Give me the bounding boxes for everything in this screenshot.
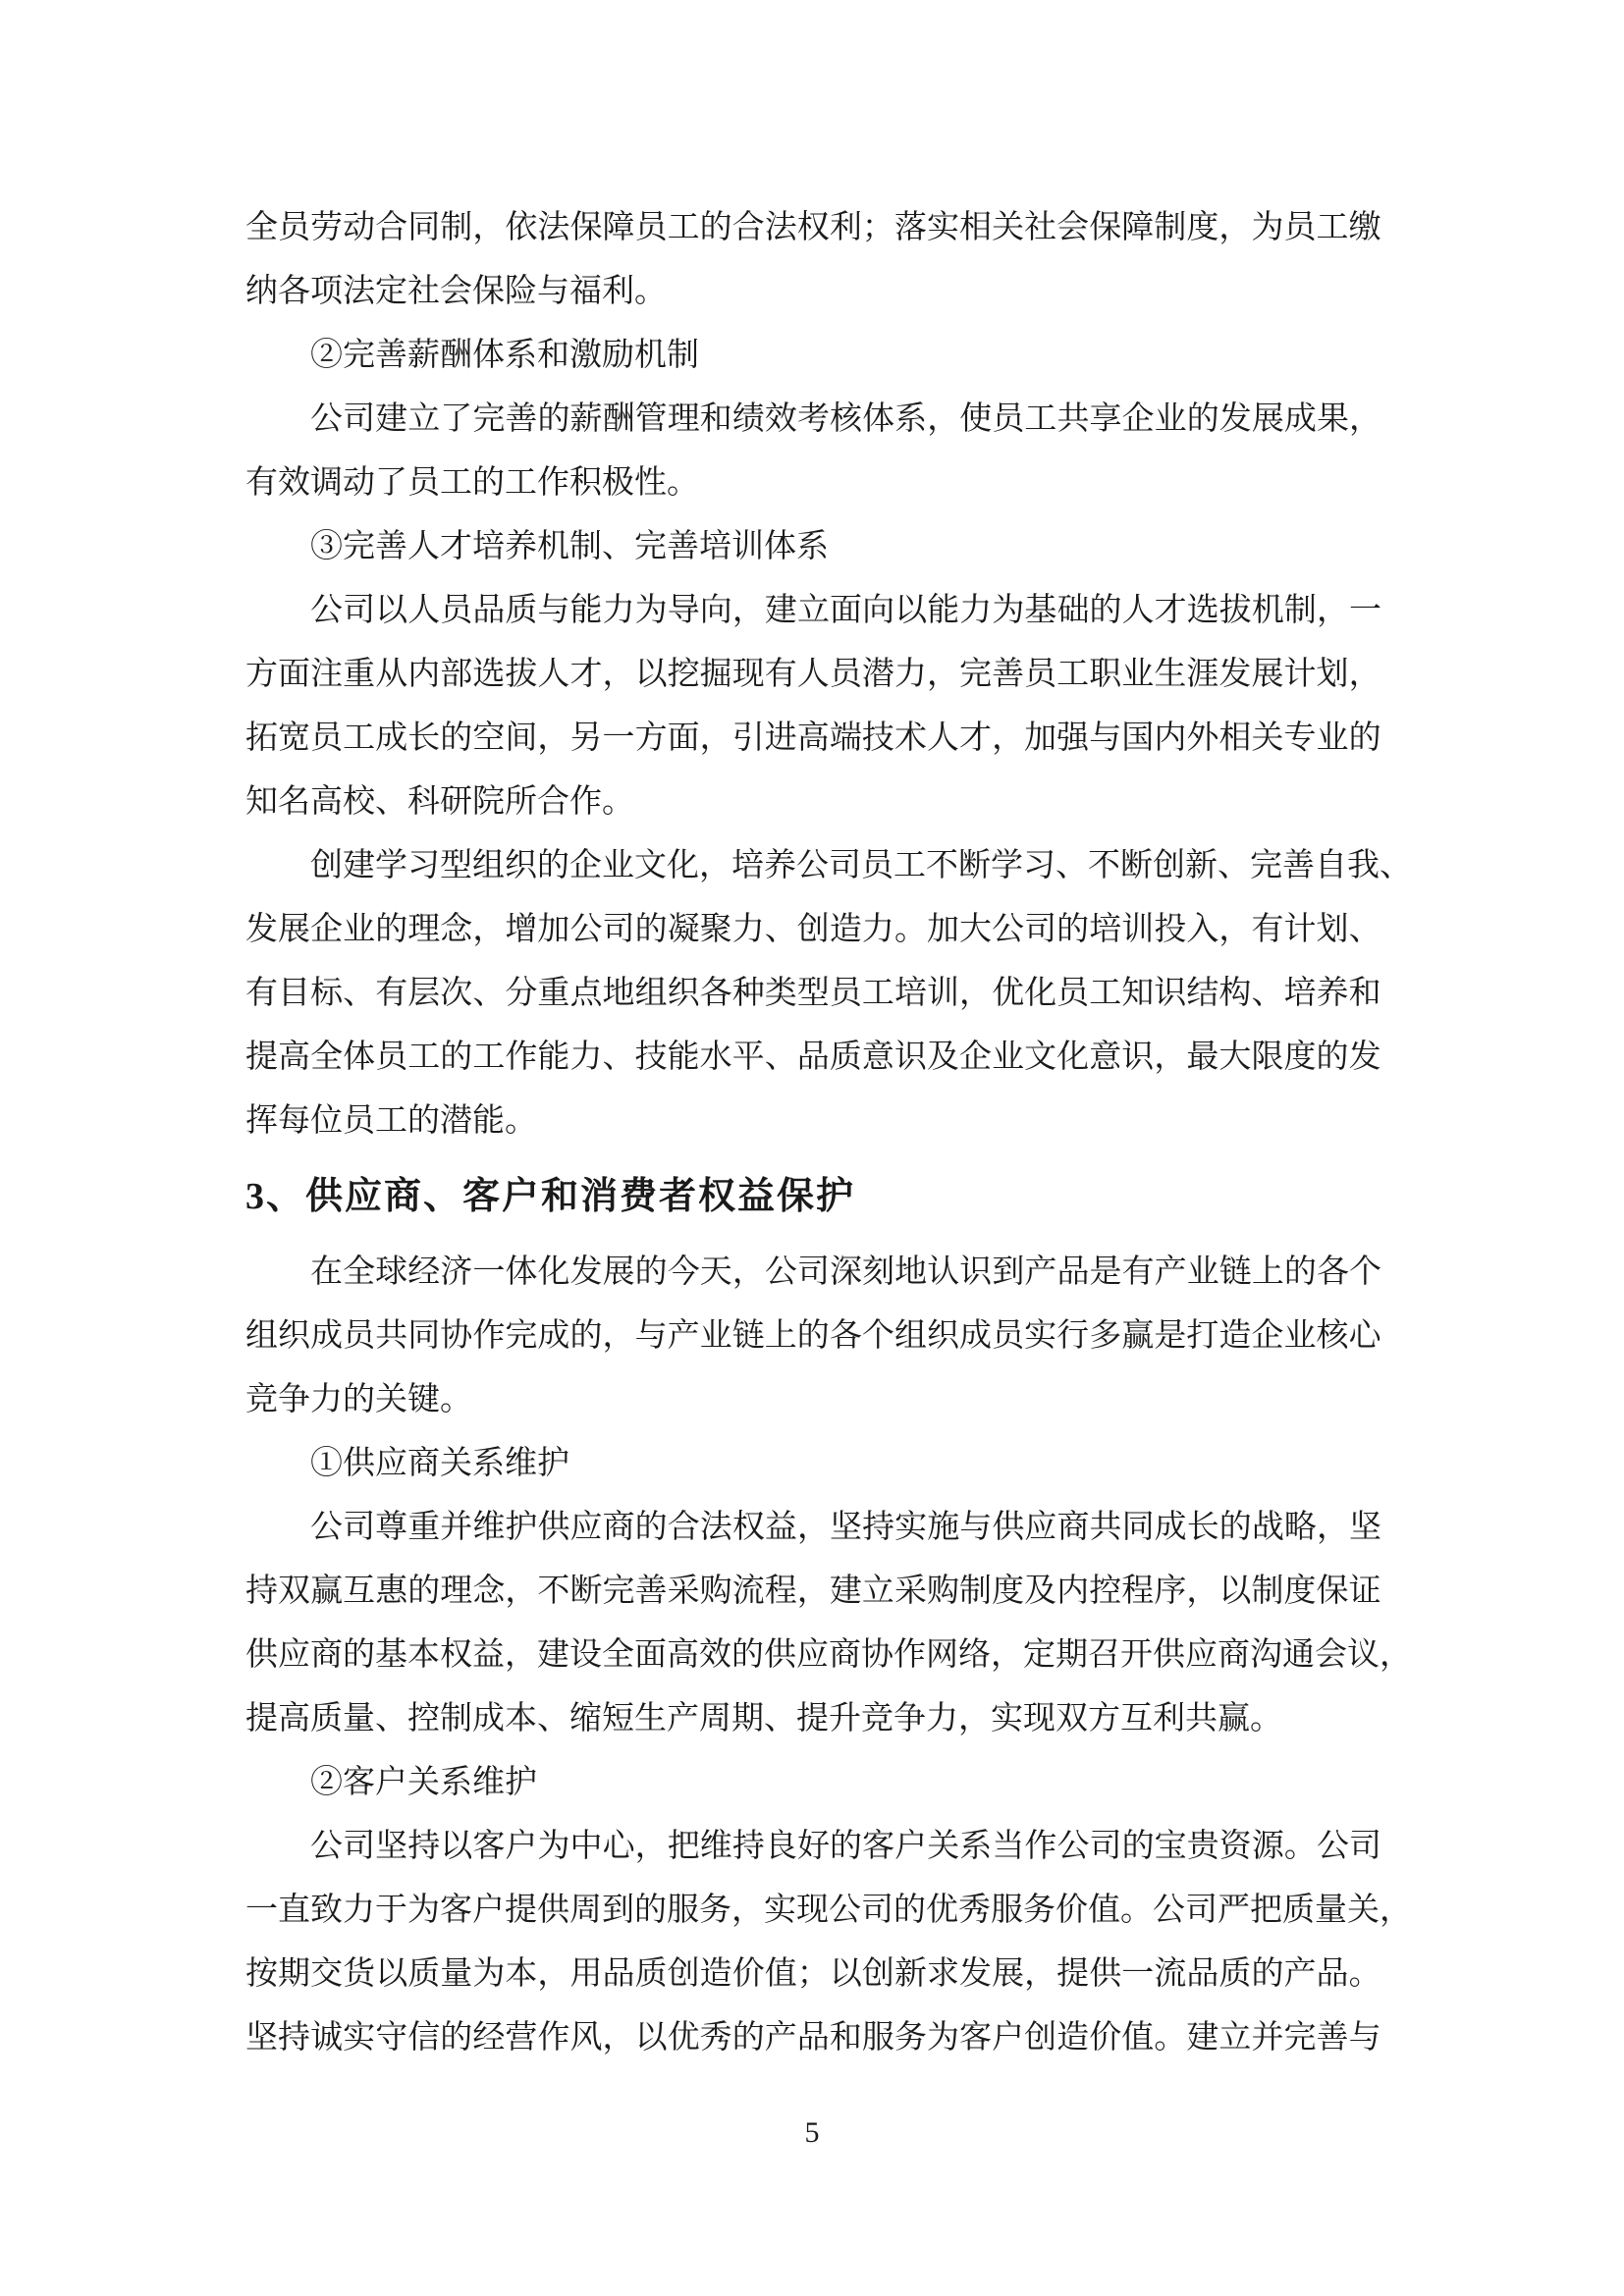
text-line: 在 全 球 经 济 一 体 化 发 展 的 今 天 ， 公 司 深 刻 地 认 识 到 产 品 是 有 产 业 链 上 的 各 个 xyxy=(310,1255,1381,1290)
text-line: 纳各项法定社会保险与福利。 xyxy=(245,274,667,309)
text-line: 提 高 全 体 员 工 的 工 作 能 力 、 技 能 水 平 、 品 质 意 识 及 企 业 文 化 意 识 ， 最 大 限 度 的 发 xyxy=(245,1040,1381,1075)
text-line: 公 司 以 人 员 品 质 与 能 力 为 导 向 ， 建 立 面 向 以 能 力 为 基 础 的 人 才 选 拔 机 制 ， 一 xyxy=(310,593,1381,628)
text-line: 公 司 尊 重 并 维 护 供 应 商 的 合 法 权 益 ， 坚 持 实 施 与 供 应 商 共 同 成 长 的 战 略 ， 坚 xyxy=(310,1510,1381,1545)
text-line: 组 织 成 员 共 同 协 作 完 成 的 ， 与 产 业 链 上 的 各 个 组 织 成 员 实 行 多 赢 是 打 造 企 业 核 心 xyxy=(245,1318,1381,1354)
text-line: 一 直 致 力 于 为 客 户 提 供 周 到 的 服 务 ， 实 现 公 司 的 优 秀 服 务 价 值 。 公 司 严 把 质 量 关 ， xyxy=(245,1893,1412,1928)
text-line: ①供应商关系维护 xyxy=(310,1446,569,1481)
page-number: 5 xyxy=(804,2116,820,2149)
text-line: 提高质量、控制成本、缩短生产周期、提升竞争力，实现双方互利共赢。 xyxy=(245,1701,1282,1736)
text-line: 竞争力的关键。 xyxy=(245,1382,472,1417)
text-line: 持 双 赢 互 惠 的 理 念 ， 不 断 完 善 采 购 流 程 ， 建 立 采 购 制 度 及 内 控 程 序 ， 以 制 度 保 证 xyxy=(245,1574,1381,1609)
text-line: 按 期 交 货 以 质 量 为 本 ， 用 品 质 创 造 价 值 ； 以 创 新 求 发 展 ， 提 供 一 流 品 质 的 产 品 。 xyxy=(245,1956,1381,1992)
text-line: 有效调动了员工的工作积极性。 xyxy=(245,465,699,501)
text-line: 发 展 企 业 的 理 念 ， 增 加 公 司 的 凝 聚 力 、 创 造 力 。 加 大 公 司 的 培 训 投 入 ， 有 计 划 、 xyxy=(245,912,1381,947)
text-line: 创 建 学 习 型 组 织 的 企 业 文 化 ， 培 养 公 司 员 工 不 断 学 习 、 不 断 创 新 、 完 善 自 我 、 xyxy=(310,848,1412,883)
text-line: 公 司 坚 持 以 客 户 为 中 心 ， 把 维 持 良 好 的 客 户 关 系 当 作 公 司 的 宝 贵 资 源 。 公 司 xyxy=(310,1829,1381,1864)
section-heading: 3、供应商、客户和消费者权益保护 xyxy=(245,1176,856,1217)
text-line: 供 应 商 的 基 本 权 益 ， 建 设 全 面 高 效 的 供 应 商 协 作 网 络 ， 定 期 召 开 供 应 商 沟 通 会 议 ， xyxy=(245,1637,1412,1673)
text-line: 全 员 劳 动 合 同 制 ， 依 法 保 障 员 工 的 合 法 权 利 ； 落 实 相 关 社 会 保 障 制 度 ， 为 员 工 缴 xyxy=(245,210,1381,245)
text-line: 方 面 注 重 从 内 部 选 拔 人 才 ， 以 挖 掘 现 有 人 员 潜 力 ， 完 善 员 工 职 业 生 涯 发 展 计 划 ， xyxy=(245,657,1381,692)
text-line: 知名高校、科研院所合作。 xyxy=(245,784,634,820)
text-line: ③完善人才培养机制、完善培训体系 xyxy=(310,529,829,564)
document-body xyxy=(245,196,1412,2070)
text-line: ②完善薪酬体系和激励机制 xyxy=(310,338,699,373)
text-line: 拓 宽 员 工 成 长 的 空 间 ， 另 一 方 面 ， 引 进 高 端 技 术 人 才 ， 加 强 与 国 内 外 相 关 专 业 的 xyxy=(245,721,1381,756)
text-line: 挥每位员工的潜能。 xyxy=(245,1103,537,1139)
text-line: 坚 持 诚 实 守 信 的 经 营 作 风 ， 以 优 秀 的 产 品 和 服 务 为 客 户 创 造 价 值 。 建 立 并 完 善 与 xyxy=(245,2020,1381,2056)
text-line: ②客户关系维护 xyxy=(310,1765,537,1800)
text-line: 有 目 标 、 有 层 次 、 分 重 点 地 组 织 各 种 类 型 员 工 培 训 ， 优 化 员 工 知 识 结 构 、 培 养 和 xyxy=(245,976,1381,1011)
text-line: 公 司 建 立 了 完 善 的 薪 酬 管 理 和 绩 效 考 核 体 系 ， 使 员 工 共 享 企 业 的 发 展 成 果 ， xyxy=(310,401,1381,437)
